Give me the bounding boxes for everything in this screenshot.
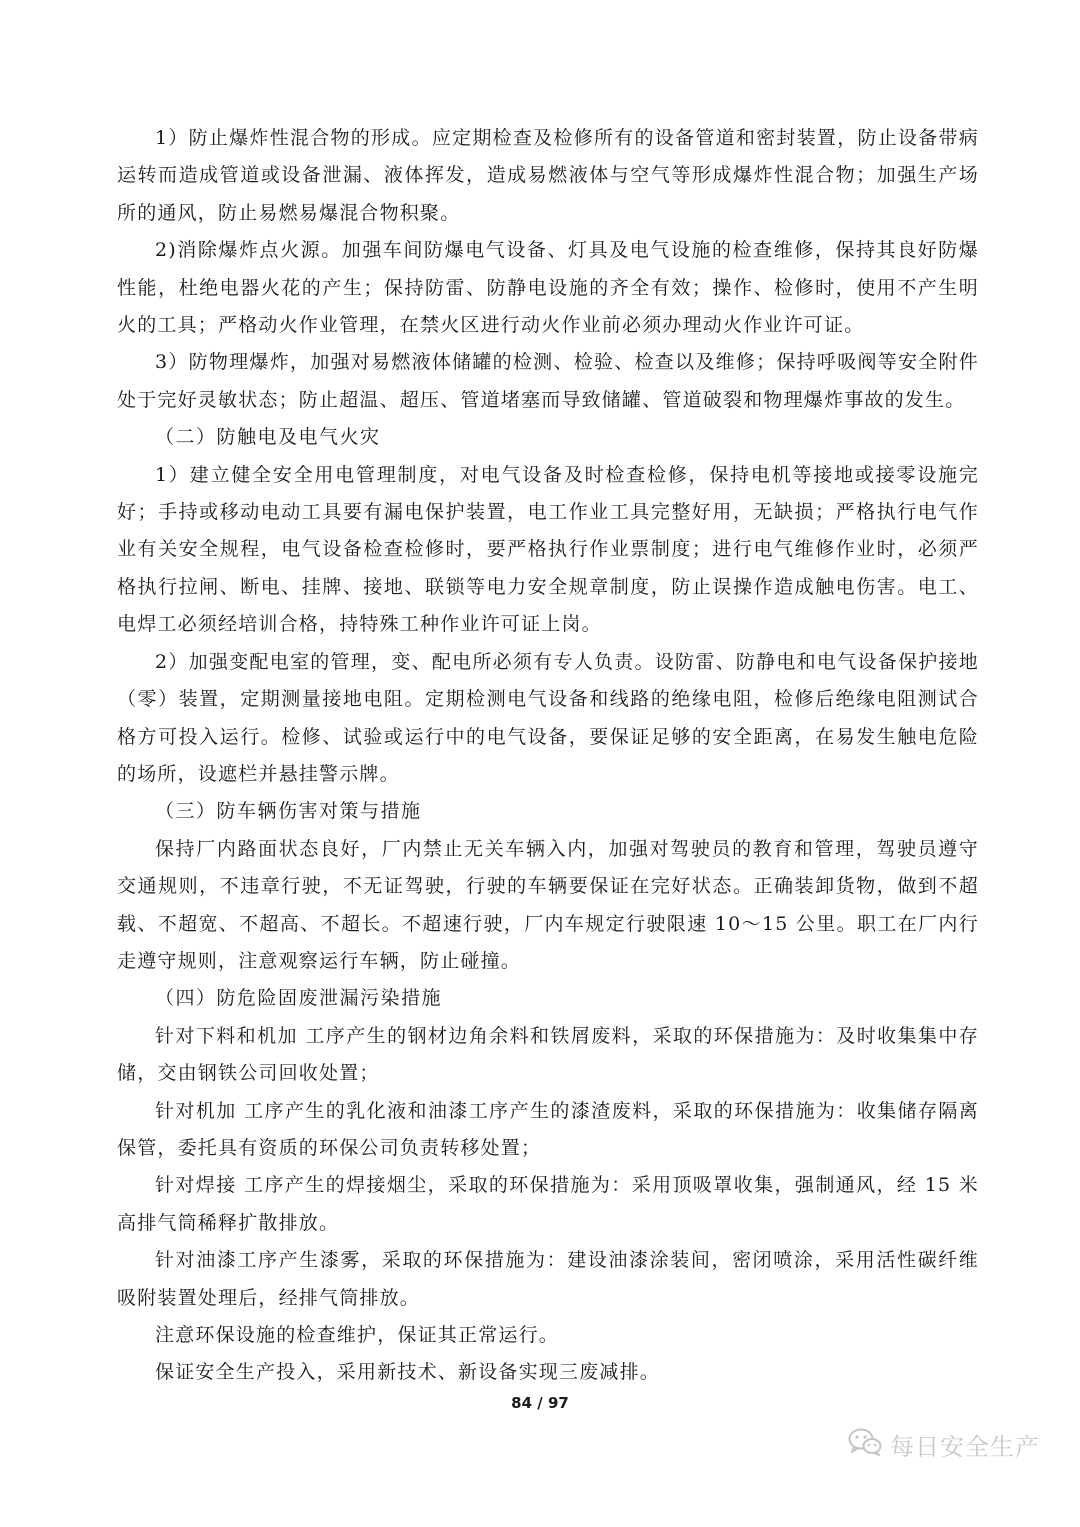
section-heading-vehicle: （三）防车辆伤害对策与措施 [155,800,422,823]
paragraph-electric-rules: 1）建立健全安全用电管理制度，对电气设备及时检查检修，保持电机等接地或接零设施完好；手持或移动电动工具要有漏电保护装置，电工作业工具完整好用，无缺损；严格执行电气作业有关安全规程，电气设备检查检修时，要严格执行作业票制度；进行电气维修作业时，必须严格执行拉闸、断电、挂牌、接地、联锁等电力安全规章制度，防止误操作造成触电伤害。电工、电焊工必须经培训合格，持特殊工种作业许可证上岗。 [117,463,979,636]
paragraph-vehicle: 保持厂内路面状态良好，厂内禁止无关车辆入内，加强对驾驶员的教育和管理，驾驶员遵守交通规则，不违章行驶，不无证驾驶，行驶的车辆要保证在完好状态。正确装卸货物，做到不超载、不超宽、不超高、不超长。不超速行驶，厂内车规定行驶限速 10～15 公里。职工在厂内行走遵守规则，注意观察运行车辆，防止碰撞。 [117,837,979,972]
paragraph-waste-emulsion: 针对机加 工序产生的乳化液和油漆工序产生的漆渣废料，采取的环保措施为：收集储存隔离保管，委托具有资质的环保公司负责转移处置； [117,1099,979,1159]
page-number: 84 / 97 [511,1394,569,1412]
document-body [117,120,979,1392]
paragraph-explosive-mixture: 1）防止爆炸性混合物的形成。应定期检查及检修所有的设备管道和密封装置，防止设备带病运转而造成管道或设备泄漏、液体挥发，造成易燃液体与空气等形成爆炸性混合物；加强生产场所的通风，防止易燃易爆混合物积聚。 [117,127,979,224]
watermark-text: 每日安全生产 [890,1432,1040,1461]
section-heading-waste: （四）防危险固废泄漏污染措施 [155,987,443,1010]
paragraph-ignition-source: 2)消除爆炸点火源。加强车间防爆电气设备、灯具及电气设施的检查维修，保持其良好防爆性能，杜绝电器火花的产生；保持防雷、防静电设施的齐全有效；操作、检修时，使用不产生明火的工具；严格动火作业管理，在禁火区进行动火作业前必须办理动火作业许可证。 [117,239,979,337]
paragraph-investment: 保证安全生产投入，采用新技术、新设备实现三废减排。 [155,1361,661,1384]
paragraph-paint-mist: 针对油漆工序产生漆雾，采取的环保措施为：建设油漆涂装间，密闭喷涂，采用活性碳纤维吸附装置处理后，经排气筒排放。 [117,1249,979,1309]
paragraph-substation: 2）加强变配电室的管理，变、配电所必须有专人负责。设防雷、防静电和电气设备保护接地（零）装置，定期测量接地电阻。定期检测电气设备和线路的绝缘电阻，检修后绝缘电阻测试合格方可投入运行。检修、试验或运行中的电气设备，要保证足够的安全距离，在易发生触电危险的场所，设遮栏并悬挂警示牌。 [117,650,979,785]
paragraph-welding-fume: 针对焊接 工序产生的焊接烟尘，采取的环保措施为：采用顶吸罩收集，强制通风，经 15 米高排气筒稀释扩散排放。 [117,1174,979,1234]
paragraph-maintenance: 注意环保设施的检查维护，保证其正常运行。 [155,1324,560,1346]
watermark [848,1427,1040,1461]
wechat-icon [848,1427,882,1461]
section-heading-electric: （二）防触电及电气火灾 [155,426,381,449]
paragraph-waste-scrap: 针对下料和机加 工序产生的钢材边角余料和铁屑废料，采取的环保措施为：及时收集集中存储，交由钢铁公司回收处置； [117,1024,979,1085]
paragraph-physical-explosion: 3）防物理爆炸，加强对易燃液体储罐的检测、检验、检查以及维修；保持呼吸阀等安全附件处于完好灵敏状态；防止超温、超压、管道堵塞而导致储罐、管道破裂和物理爆炸事故的发生。 [117,351,979,411]
